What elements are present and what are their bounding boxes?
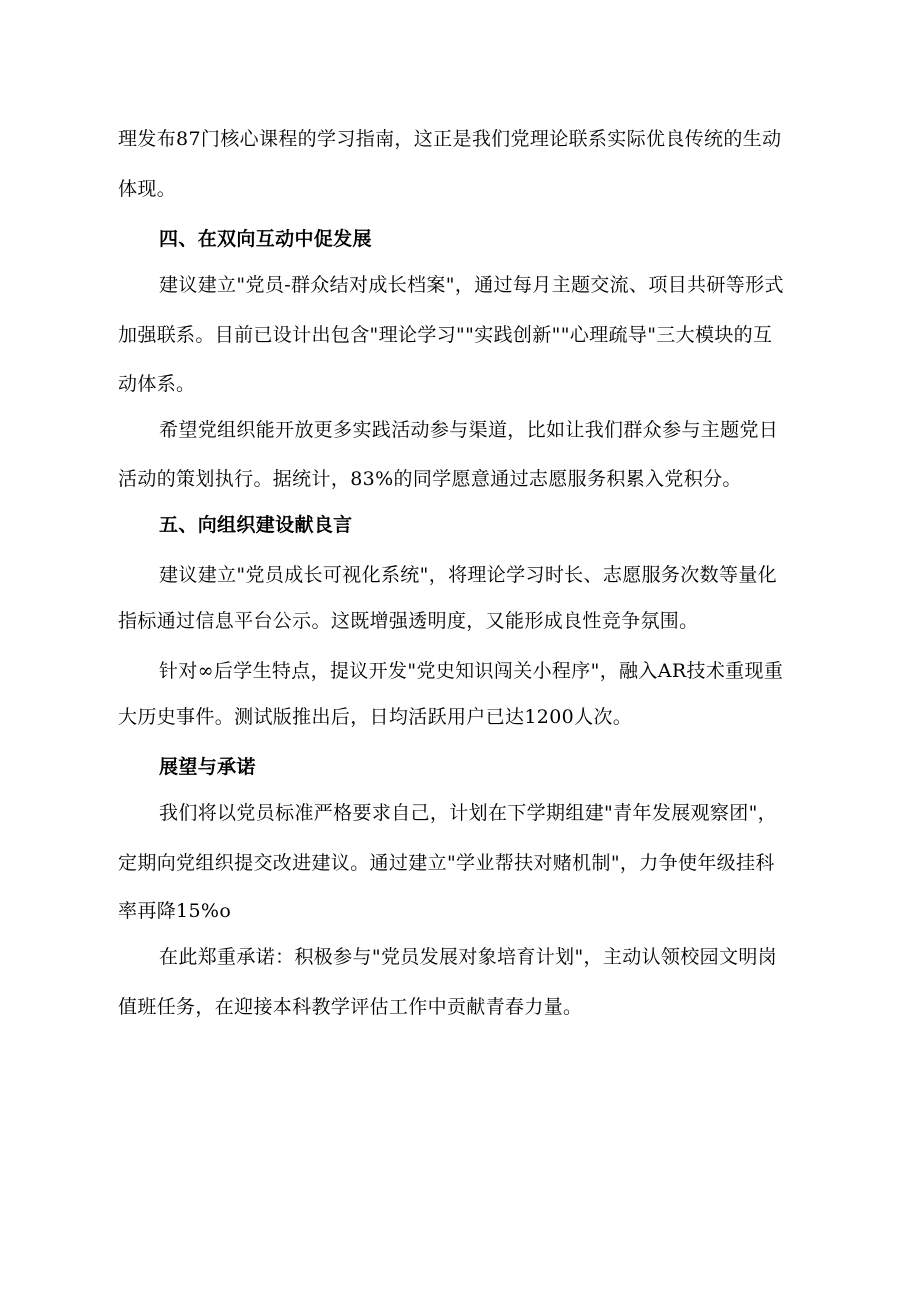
- paragraph-line: 在此郑重承诺：积极参与"党员发展对象培育计划"，主动认领校园文明岗: [159, 946, 778, 968]
- paragraph-line: 指标通过信息平台公示。这既增强透明度，又能形成良性竞争氛围。: [118, 610, 699, 632]
- paragraph-line: 体现。: [118, 178, 177, 200]
- paragraph-line: 活动的策划执行。据统计，83%的同学愿意通过志愿服务积累入党积分。: [118, 468, 742, 490]
- paragraph-line: 定期向党组织提交改进建议。通过建立"学业帮扶对赌机制"，力争使年级挂科: [118, 852, 775, 874]
- paragraph-line: 我们将以党员标准严格要求自己，计划在下学期组建"青年发展观察团"，: [159, 802, 778, 824]
- paragraph-line: 针对∞后学生特点，提议开发"党史知识闯关小程序"，融入AR技术重现重: [159, 660, 784, 682]
- section-heading: 四、在双向互动中促发展: [159, 228, 372, 250]
- paragraph-line: 率再降15%o: [118, 900, 232, 922]
- paragraph-line: 动体系。: [118, 373, 196, 395]
- section-heading: 五、向组织建设献良言: [159, 514, 353, 536]
- paragraph-line: 加强联系。目前已设计出包含"理论学习""实践创新""心理疏导"三大模块的互: [118, 324, 773, 346]
- paragraph-line: 建议建立"党员-群众结对成长档案"，通过每月主题交流、项目共研等形式: [159, 274, 784, 296]
- paragraph-line: 大历史事件。测试版推出后，日均活跃用户已达1200人次。: [118, 706, 633, 728]
- paragraph-line: 理发布87门核心课程的学习指南，这正是我们党理论联系实际优良传统的生动: [118, 128, 782, 150]
- paragraph-line: 建议建立"党员成长可视化系统"，将理论学习时长、志愿服务次数等量化: [159, 564, 778, 586]
- paragraph-line: 希望党组织能开放更多实践活动参与渠道，比如让我们群众参与主题党日: [159, 419, 779, 441]
- section-heading: 展望与承诺: [159, 756, 256, 778]
- paragraph-line: 值班任务，在迎接本科教学评估工作中贡献青春力量。: [118, 996, 583, 1018]
